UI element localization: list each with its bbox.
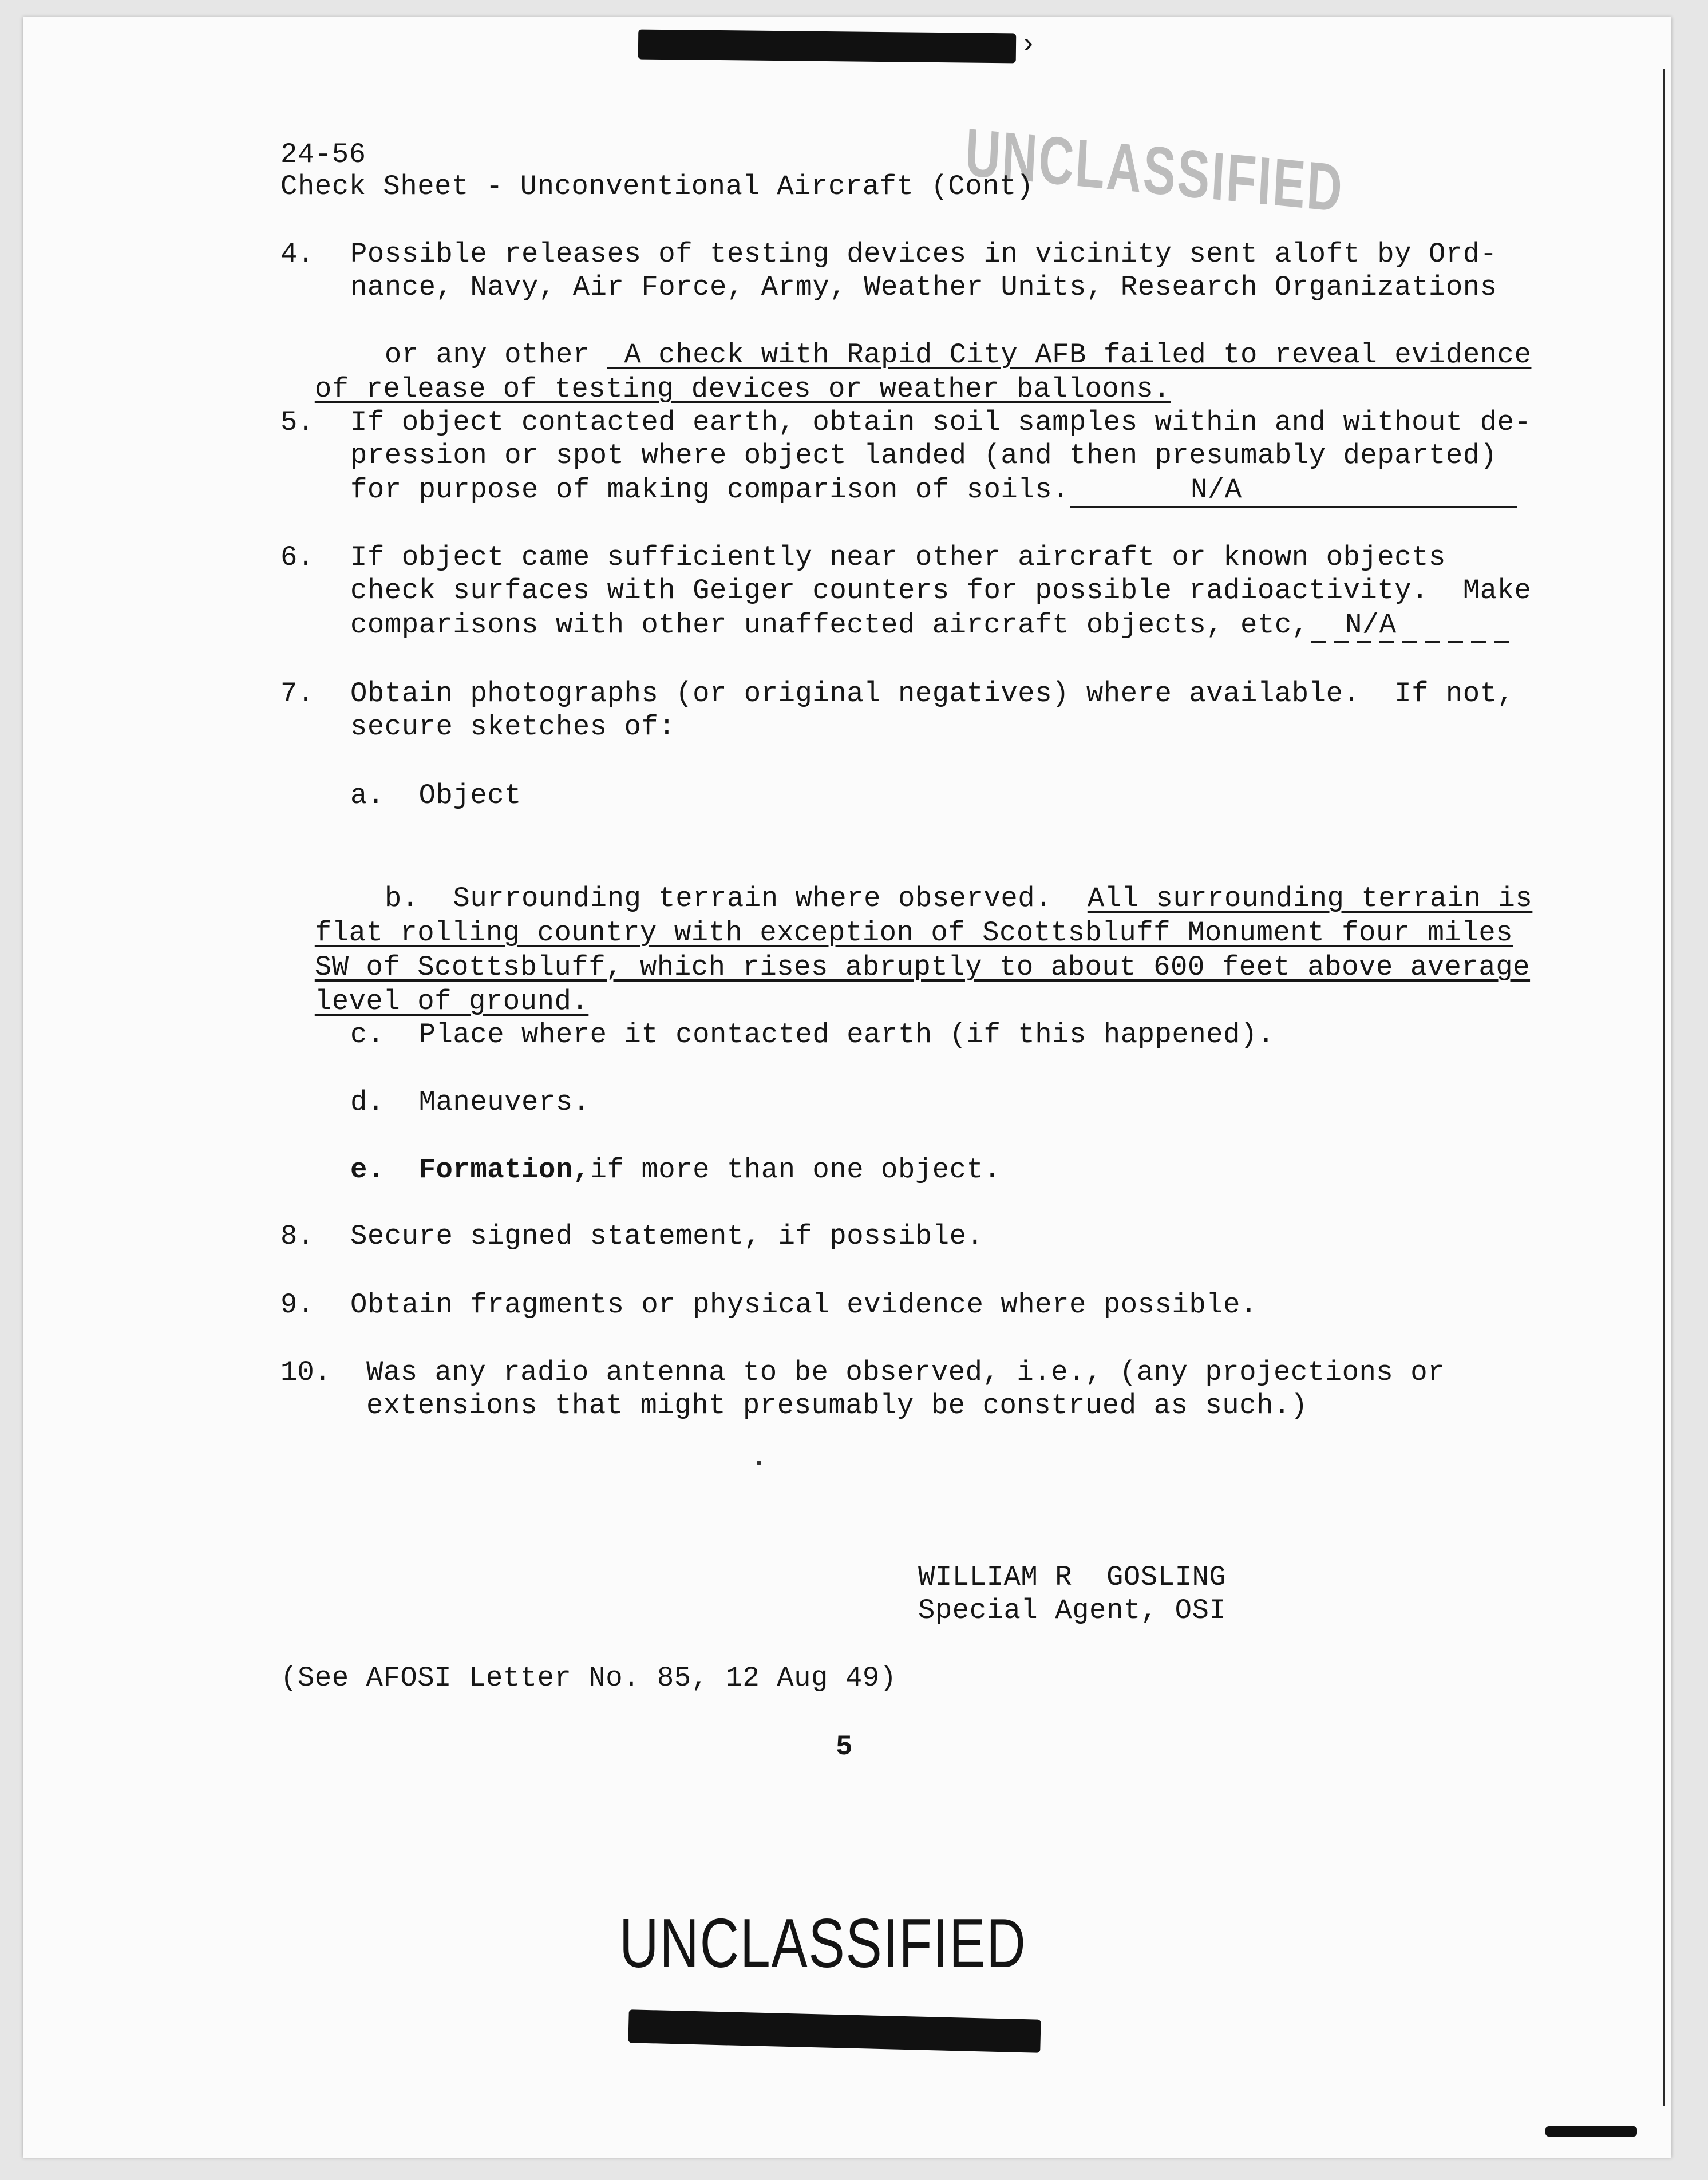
item-5-line-3: for purpose of making comparison of soils. bbox=[350, 474, 1070, 506]
item-5-line-1: If object contacted earth, obtain soil samples within and without de- bbox=[350, 406, 1532, 438]
stray-mark bbox=[757, 1461, 761, 1465]
item-4-answer-1: A check with Rapid City AFB failed to reveal evidence bbox=[607, 339, 1532, 371]
item-7e-bold: e. Formation, bbox=[350, 1154, 590, 1186]
item-5-line-2: pression or spot where object landed (and then presumably departed) bbox=[350, 440, 1497, 472]
item-10-line-1: Was any radio antenna to be observed, i.e., (any projections or bbox=[366, 1356, 1445, 1388]
item-4-line-2: nance, Navy, Air Force, Army, Weather Units, Research Organizations bbox=[350, 271, 1497, 303]
item-10-number: 10. bbox=[280, 1356, 331, 1388]
item-4-line-1: Possible releases of testing devices in vicinity sent aloft by Ord- bbox=[350, 238, 1497, 270]
item-4-answer-2-row bbox=[280, 338, 1171, 406]
page-edge-shadow bbox=[1663, 69, 1665, 2106]
item-7b-label: b. Surrounding terrain where observed. bbox=[384, 883, 1053, 915]
reference-line: (See AFOSI Letter No. 85, 12 Aug 49) bbox=[280, 1662, 897, 1694]
page-number: 5 bbox=[836, 1731, 853, 1763]
item-7b-answer-row-4 bbox=[280, 950, 588, 1019]
item-8-number: 8. bbox=[280, 1220, 314, 1252]
item-7b-answer-2: flat rolling country with exception of Scottsbluff Monument four miles bbox=[314, 917, 1513, 949]
item-7b-answer-start: All surrounding terrain is bbox=[1087, 883, 1533, 915]
item-5-answer-rule bbox=[1070, 506, 1517, 508]
item-7b-answer-4: level of ground. bbox=[314, 986, 589, 1018]
page-title: Check Sheet - Unconventional Aircraft (Cont) bbox=[280, 171, 1034, 203]
item-7-number: 7. bbox=[280, 678, 314, 710]
item-4-number: 4. bbox=[280, 238, 314, 270]
item-6-line-1: If object came sufficiently near other aircraft or known objects bbox=[350, 541, 1446, 573]
item-9-text: Obtain fragments or physical evidence where possible. bbox=[350, 1289, 1258, 1321]
item-4-answer-2: of release of testing devices or weather balloons. bbox=[314, 373, 1171, 405]
item-7c: c. Place where it contacted earth (if this happened). bbox=[350, 1019, 1275, 1051]
unclassified-stamp-bottom: UNCLASSIFIED bbox=[619, 1904, 1027, 1982]
item-7e bbox=[350, 1153, 1001, 1187]
signature-name: WILLIAM R GOSLING bbox=[918, 1561, 1227, 1593]
item-6-answer: N/A bbox=[1345, 609, 1397, 641]
item-10-line-2: extensions that might presumably be construed as such.) bbox=[366, 1390, 1308, 1422]
redaction-bar-top bbox=[638, 30, 1017, 64]
item-5-answer: N/A bbox=[1191, 474, 1242, 506]
unclassified-stamp-top: UNCLASSIFIED bbox=[963, 114, 1346, 227]
item-6-answer-rule bbox=[1311, 641, 1517, 643]
item-6-number: 6. bbox=[280, 541, 314, 573]
item-7a: a. Object bbox=[350, 780, 522, 812]
edge-mark bbox=[1545, 2126, 1637, 2137]
file-number: 24-56 bbox=[280, 139, 366, 171]
item-7b-answer-3: SW of Scottsbluff, which rises abruptly to about 600 feet above average bbox=[314, 951, 1531, 983]
item-7e-rest: if more than one object. bbox=[590, 1154, 1001, 1186]
item-5-number: 5. bbox=[280, 406, 314, 438]
item-7-line-2: secure sketches of: bbox=[350, 711, 676, 743]
item-6-line-2: check surfaces with Geiger counters for possible radioactivity. Make bbox=[350, 575, 1532, 607]
signature-title: Special Agent, OSI bbox=[918, 1595, 1227, 1627]
item-9-number: 9. bbox=[280, 1289, 314, 1321]
item-4-line-3-text: or any other bbox=[384, 339, 607, 371]
item-8-text: Secure signed statement, if possible. bbox=[350, 1220, 984, 1252]
item-7d: d. Maneuvers. bbox=[350, 1086, 590, 1118]
item-7-line-1: Obtain photographs (or original negatives) where available. If not, bbox=[350, 678, 1515, 710]
redaction-caret: › bbox=[1020, 30, 1037, 61]
item-6-line-3: comparisons with other unaffected aircraft objects, etc, bbox=[350, 609, 1309, 641]
